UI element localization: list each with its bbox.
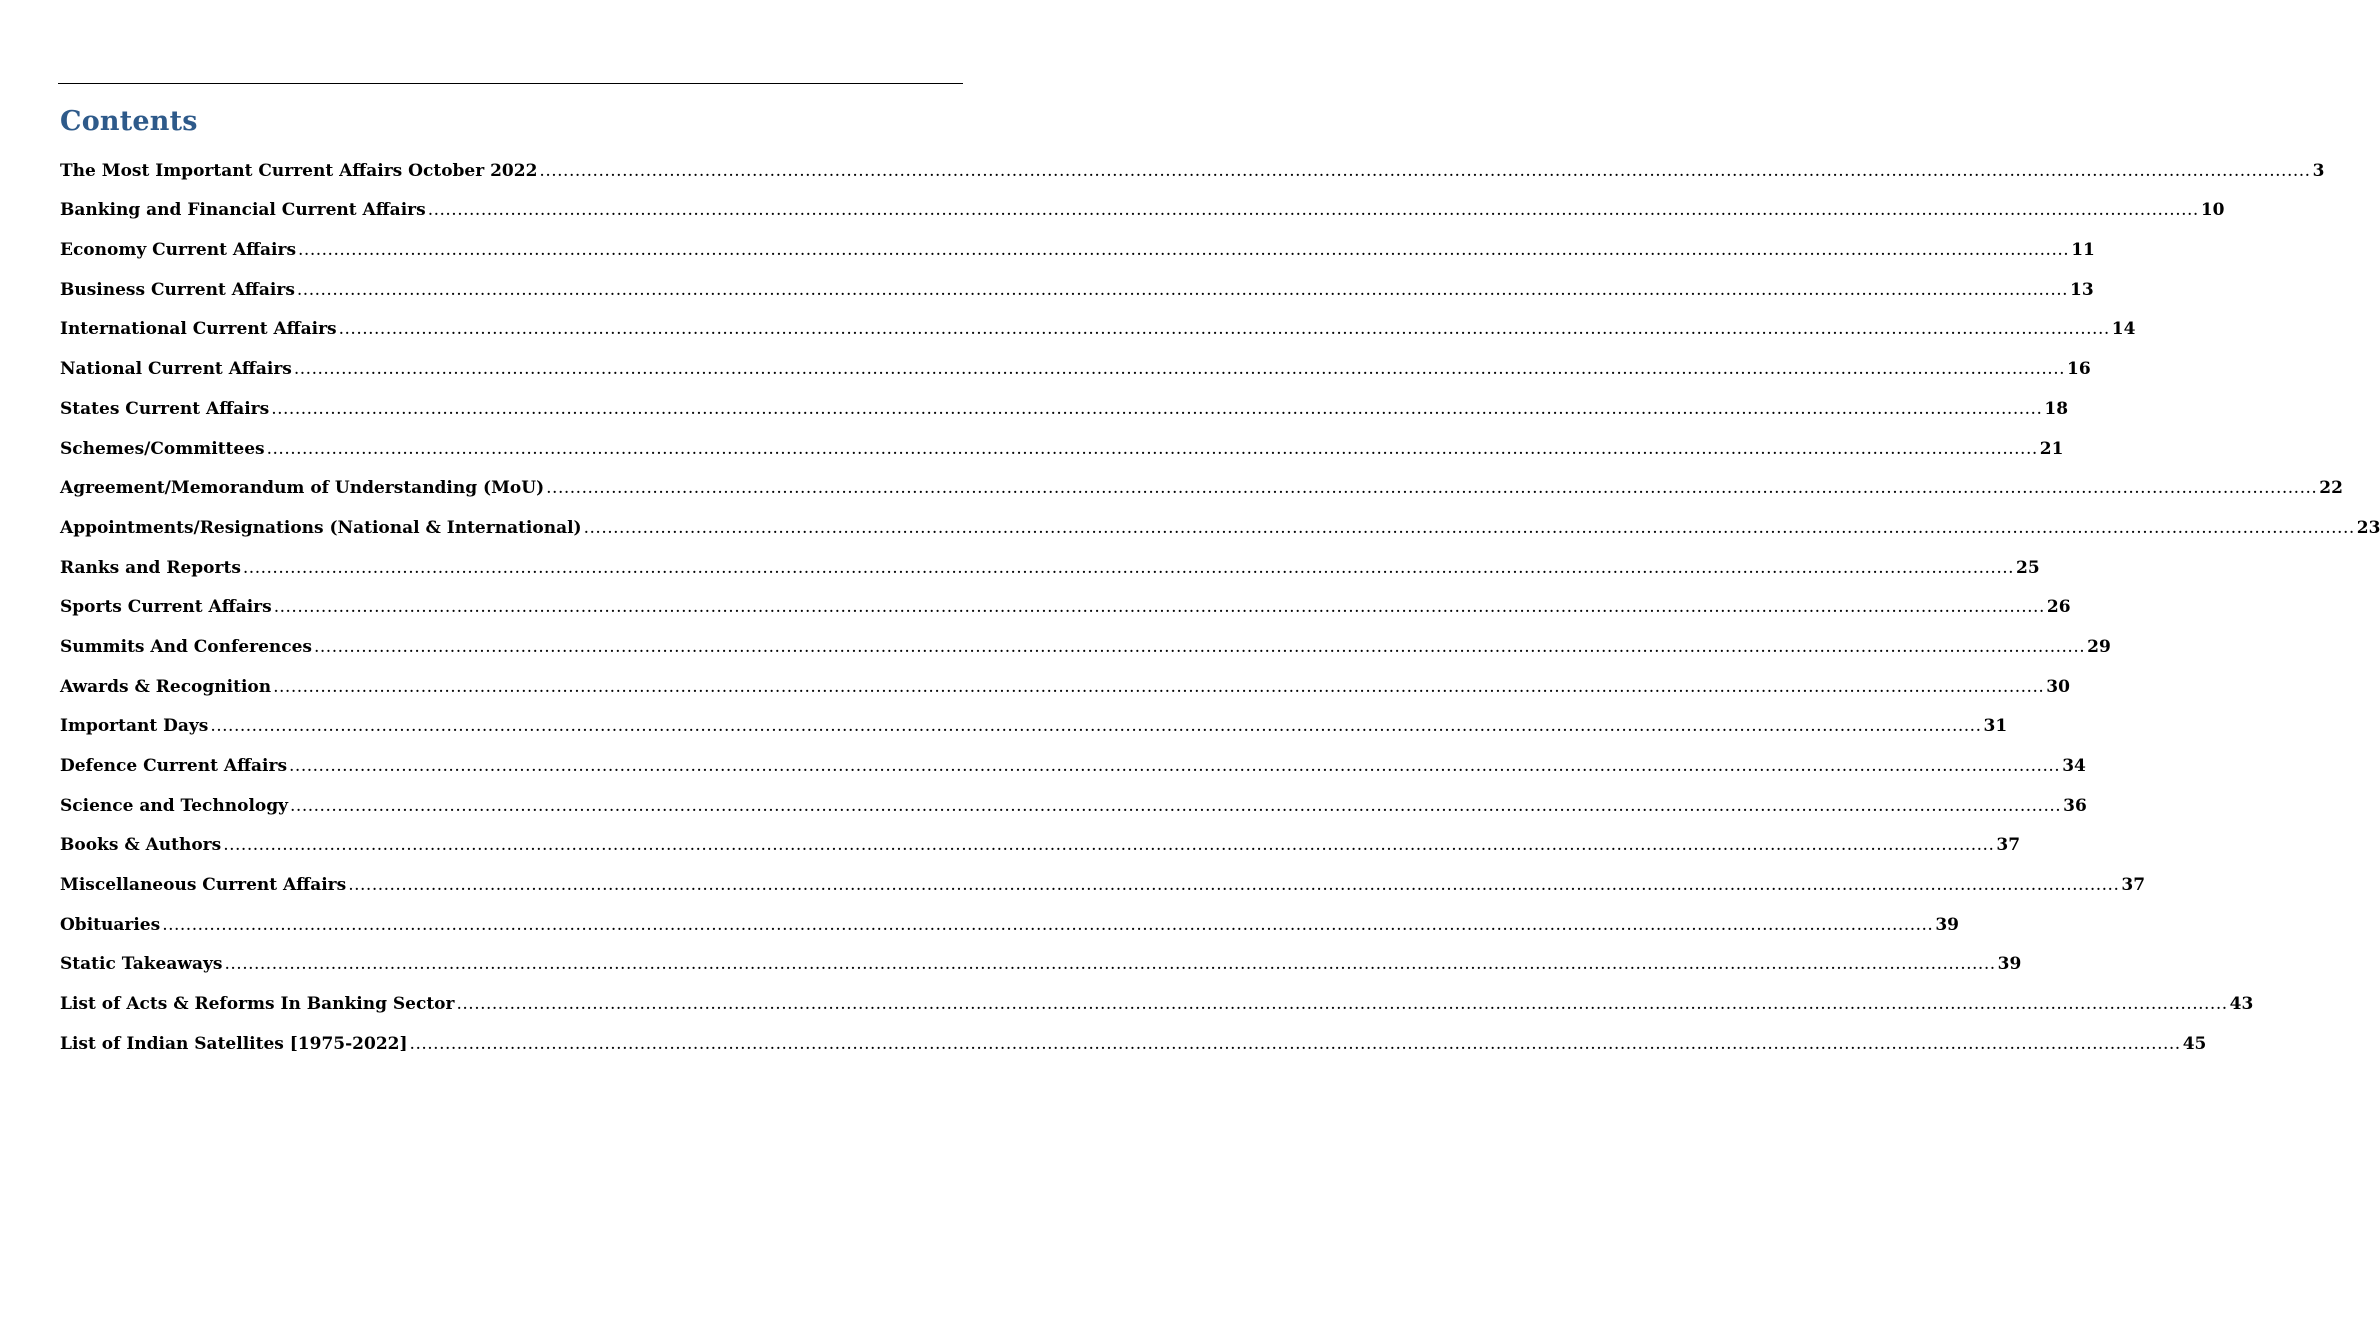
- toc-entry[interactable]: [60, 190, 2225, 230]
- dot-leader: ............................................................................................................................................................................................................................................................................................................: [273, 676, 2045, 697]
- dot-leader: ............................................................................................................................................................................................................................................................................................................: [289, 756, 2061, 776]
- dot-leader: ............................................................................................................................................................................................................................................................................................................: [338, 319, 2110, 340]
- header-rule: [58, 83, 963, 84]
- toc-entry[interactable]: [60, 388, 2069, 428]
- dot-leader: ............................................................................................................................................................................................................................................................................................................: [539, 160, 2311, 181]
- toc-entry[interactable]: [60, 1023, 2207, 1063]
- toc-entry[interactable]: [60, 983, 2254, 1023]
- toc-entry-page: 31: [1983, 716, 2008, 737]
- dot-leader: ............................................................................................................................................................................................................................................................................................................: [348, 875, 2120, 896]
- toc-entry-title: Business Current Affairs: [60, 279, 295, 300]
- toc-entry-title: National Current Affairs: [60, 359, 292, 380]
- toc-entry-page: 37: [2121, 875, 2146, 896]
- toc-entry-page: 10: [2200, 200, 2225, 221]
- toc-entry[interactable]: [60, 547, 2040, 587]
- toc-entry-page: 25: [2016, 557, 2040, 578]
- toc-entry-page: 13: [2070, 279, 2094, 300]
- toc-entry-title: List of Acts & Reforms In Banking Sector: [60, 994, 455, 1015]
- toc-entry-page: 3: [2312, 160, 2325, 181]
- toc-entry-title: Agreement/Memorandum of Understanding (MoU): [60, 478, 545, 499]
- toc-entry[interactable]: [60, 269, 2094, 309]
- toc-entry-title: Awards & Recognition: [60, 676, 272, 697]
- toc-entry-title: Science and Technology: [60, 795, 289, 816]
- dot-leader: ............................................................................................................................................................................................................................................................................................................: [224, 954, 1996, 975]
- toc-entry-title: Miscellaneous Current Affairs: [60, 875, 347, 896]
- toc-entry-page: 21: [2039, 438, 2064, 459]
- dot-leader: ............................................................................................................................................................................................................................................................................................................: [296, 279, 2069, 300]
- toc-entry-page: 30: [2046, 676, 2070, 697]
- toc-entry-title: Summits And Conferences: [60, 636, 312, 657]
- toc-entry[interactable]: [60, 745, 2086, 785]
- toc-entry-title: Ranks and Reports: [60, 557, 241, 578]
- toc-entry-title: Books & Authors: [60, 835, 222, 856]
- dot-leader: ............................................................................................................................................................................................................................................................................................................: [583, 517, 2355, 538]
- toc-entry-title: Banking and Financial Current Affairs: [60, 200, 426, 221]
- dot-leader: ............................................................................................................................................................................................................................................................................................................: [210, 716, 1982, 737]
- dot-leader: ............................................................................................................................................................................................................................................................................................................: [290, 795, 2062, 816]
- dot-leader: ............................................................................................................................................................................................................................................................................................................: [271, 398, 2043, 419]
- toc-entry-title: International Current Affairs: [60, 319, 337, 340]
- toc-entry-page: 45: [2182, 1033, 2207, 1054]
- toc-list: [60, 150, 2380, 1063]
- toc-entry-page: 36: [2063, 795, 2087, 816]
- toc-entry[interactable]: [60, 587, 2071, 627]
- toc-entry[interactable]: [60, 626, 2111, 666]
- toc-entry-page: 43: [2229, 994, 2254, 1015]
- toc-entry[interactable]: [60, 507, 2380, 547]
- toc-entry-page: 23: [2356, 517, 2380, 538]
- toc-entry-page: 22: [2319, 478, 2343, 499]
- toc-entry[interactable]: [60, 666, 2070, 706]
- toc-entry-page: 26: [2046, 597, 2071, 618]
- dot-leader: ............................................................................................................................................................................................................................................................................................................: [314, 636, 2086, 657]
- toc-entry[interactable]: [60, 309, 2136, 349]
- toc-entry-page: 39: [1997, 954, 2022, 975]
- toc-entry-page: 16: [2067, 359, 2091, 380]
- toc-entry[interactable]: [60, 150, 2325, 190]
- dot-leader: ............................................................................................................................................................................................................................................................................................................: [456, 994, 2228, 1015]
- toc-entry-title: Defence Current Affairs: [60, 756, 288, 776]
- dot-leader: ............................................................................................................................................................................................................................................................................................................: [298, 240, 2070, 261]
- toc-entry[interactable]: [60, 428, 2064, 468]
- toc-entry[interactable]: [60, 864, 2146, 904]
- dot-leader: ............................................................................................................................................................................................................................................................................................................: [273, 597, 2045, 618]
- toc-entry[interactable]: [60, 706, 2008, 746]
- contents-heading: Contents: [60, 106, 198, 137]
- toc-entry-page: 11: [2071, 240, 2095, 261]
- toc-entry-page: 18: [2044, 398, 2069, 419]
- toc-entry-title: List of Indian Satellites [1975-2022]: [60, 1033, 408, 1054]
- dot-leader: ............................................................................................................................................................................................................................................................................................................: [293, 359, 2066, 380]
- toc-entry[interactable]: [60, 348, 2091, 388]
- toc-entry-title: The Most Important Current Affairs October 2022: [60, 160, 538, 181]
- dot-leader: ............................................................................................................................................................................................................................................................................................................: [546, 478, 2318, 499]
- dot-leader: ............................................................................................................................................................................................................................................................................................................: [427, 200, 2199, 221]
- toc-entry-page: 34: [2062, 756, 2086, 776]
- dot-leader: ............................................................................................................................................................................................................................................................................................................: [162, 914, 1934, 935]
- toc-entry[interactable]: [60, 468, 2343, 508]
- dot-leader: ............................................................................................................................................................................................................................................................................................................: [409, 1033, 2181, 1054]
- toc-entry-title: Schemes/Committees: [60, 438, 265, 459]
- toc-entry[interactable]: [60, 785, 2087, 825]
- dot-leader: ............................................................................................................................................................................................................................................................................................................: [266, 438, 2038, 459]
- toc-entry-title: Sports Current Affairs: [60, 597, 272, 618]
- toc-entry[interactable]: [60, 229, 2095, 269]
- toc-entry-page: 14: [2111, 319, 2136, 340]
- toc-entry-title: States Current Affairs: [60, 398, 270, 419]
- toc-entry[interactable]: [60, 904, 1960, 944]
- toc-entry-title: Static Takeaways: [60, 954, 223, 975]
- toc-entry[interactable]: [60, 944, 2022, 984]
- toc-entry-title: Important Days: [60, 716, 209, 737]
- dot-leader: ............................................................................................................................................................................................................................................................................................................: [223, 835, 1995, 856]
- toc-entry-title: Obituaries: [60, 914, 161, 935]
- dot-leader: ............................................................................................................................................................................................................................................................................................................: [242, 557, 2015, 578]
- toc-entry-page: 37: [1996, 835, 2021, 856]
- toc-entry-title: Appointments/Resignations (National & International): [60, 517, 582, 538]
- toc-entry[interactable]: [60, 825, 2021, 865]
- toc-entry-title: Economy Current Affairs: [60, 240, 297, 261]
- toc-entry-page: 29: [2087, 636, 2111, 657]
- toc-entry-page: 39: [1935, 914, 1960, 935]
